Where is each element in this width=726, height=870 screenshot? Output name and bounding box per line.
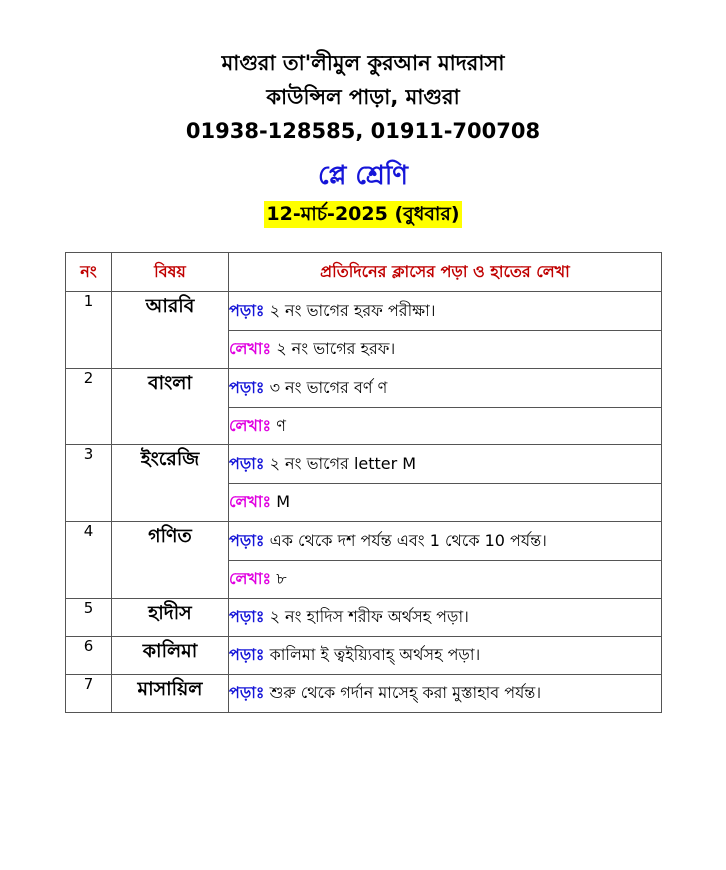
institution-phones: 01938-128585, 01911-700708 [185, 119, 541, 143]
table-row [66, 637, 662, 675]
writing-text: M [276, 492, 290, 511]
subject-name: ইংরেজি [112, 445, 229, 522]
reading-cell [229, 637, 662, 675]
institution-name: মাগুরা তা'লীমুল কুরআন মাদরাসা [221, 51, 505, 75]
subject-name: হাদীস [112, 599, 229, 637]
row-number: 3 [66, 445, 112, 522]
row-number: 5 [66, 599, 112, 637]
writing-text: ৮ [276, 569, 287, 588]
subject-name: মাসায়িল [112, 675, 229, 713]
writing-label: লেখাঃ [229, 339, 272, 358]
reading-label: পড়াঃ [229, 645, 265, 664]
writing-label: লেখাঃ [229, 415, 272, 435]
subject-name: বাংলা [112, 369, 229, 445]
reading-cell [229, 445, 662, 484]
document-header [0, 46, 726, 148]
table-row [66, 599, 662, 637]
row-number: 6 [66, 637, 112, 675]
reading-text: ২ নং হাদিস শরীফ অর্থসহ পড়া। [269, 607, 469, 626]
writing-cell [229, 484, 662, 522]
table-row [66, 369, 662, 408]
writing-label: লেখাঃ [229, 492, 272, 511]
reading-text: এক থেকে দশ পর্যন্ত এবং 1 থেকে 10 পর্যন্ত। [269, 530, 547, 550]
reading-label: পড়াঃ [229, 607, 265, 626]
reading-label: পড়াঃ [229, 530, 265, 550]
reading-text: শুরু থেকে গর্দান মাসেহ্ করা মুস্তাহাব পর্যন্ত। [269, 683, 542, 702]
reading-cell [229, 292, 662, 331]
reading-text: ২ নং ভাগের letter M [269, 453, 417, 473]
subject-name: আরবি [112, 292, 229, 369]
header-no: নং [66, 253, 112, 292]
writing-text: ২ নং ভাগের হরফ। [276, 339, 396, 358]
table-row [66, 675, 662, 713]
subject-name: কালিমা [112, 637, 229, 675]
reading-label: পড়াঃ [229, 683, 265, 702]
reading-label: পড়াঃ [229, 453, 265, 473]
date-highlight: 12-মার্চ-2025 (বুধবার) [264, 201, 461, 228]
writing-text: ণ [276, 415, 286, 435]
table-header-row [66, 253, 662, 292]
table-row [66, 292, 662, 331]
class-title: প্লে শ্রেণি [318, 161, 408, 191]
reading-cell [229, 522, 662, 561]
table-row [66, 522, 662, 561]
subject-name: গণিত [112, 522, 229, 599]
writing-cell [229, 561, 662, 599]
reading-cell [229, 675, 662, 713]
writing-label: লেখাঃ [229, 569, 272, 588]
row-number: 2 [66, 369, 112, 445]
reading-cell [229, 369, 662, 408]
header-work: প্রতিদিনের ক্লাসের পড়া ও হাতের লেখা [229, 253, 662, 292]
table-row [66, 445, 662, 484]
writing-cell [229, 408, 662, 445]
reading-label: পড়াঃ [229, 377, 265, 397]
row-number: 4 [66, 522, 112, 599]
institution-address: কাউন্সিল পাড়া, মাগুরা [266, 85, 460, 109]
reading-text: কালিমা ই ত্বইয়্যিবাহ্ অর্থসহ পড়া। [269, 645, 481, 664]
header-subject: বিষয় [112, 253, 229, 292]
routine-table [65, 252, 662, 713]
row-number: 7 [66, 675, 112, 713]
reading-text: ২ নং ভাগের হরফ পরীক্ষা। [269, 300, 436, 320]
reading-text: ৩ নং ভাগের বর্ণ ণ [269, 377, 388, 397]
row-number: 1 [66, 292, 112, 369]
writing-cell [229, 331, 662, 369]
reading-cell [229, 599, 662, 637]
date-container [0, 201, 726, 228]
reading-label: পড়াঃ [229, 300, 265, 320]
